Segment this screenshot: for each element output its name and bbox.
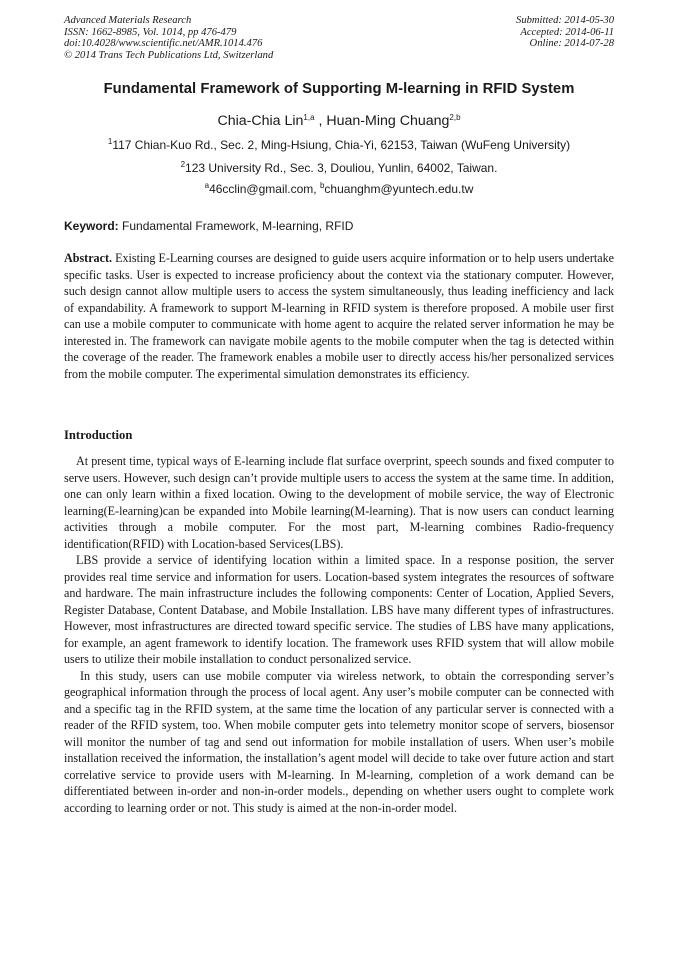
author-1-affiliation-mark: 1,a xyxy=(303,113,315,122)
paper-title: Fundamental Framework of Supporting M-learning in RFID System xyxy=(103,81,575,97)
online-date: Online: 2014-07-28 xyxy=(529,38,614,50)
copyright-line: © 2014 Trans Tech Publications Ltd, Switzerland xyxy=(64,49,274,61)
affiliation-1-mark: 1 xyxy=(107,137,113,146)
author-2-affiliation-mark: 2,b xyxy=(449,113,461,122)
author-line xyxy=(60,113,618,129)
issn-line: ISSN: 1662-8985, Vol. 1014, pp 476-479 xyxy=(64,26,237,38)
affiliation-1 xyxy=(40,138,638,152)
publication-dates xyxy=(516,15,614,50)
intro-paragraph-2: LBS provide a service of identifying location within a limited space. In a response position, the server provides real time service and information for users. Location-based system integrates the resources of software and hardware. The main infrastructure includes the following components: Center of Location, Applied Severs, Register Database, Content Database, and Mobile Installation. LBS have many different types of infrastructures. However, most infrastructures are directed toward specific service. The studies of LBS have many applications, for example, an agent framework to identify location. The framework uses RFID system that will allow mobile users to utilize their mobile installation to conduct personalized service. xyxy=(64,553,614,666)
author-separator: , xyxy=(314,113,327,129)
abstract-label: Abstract. xyxy=(64,251,113,265)
accepted-date: Accepted: 2014-06-11 xyxy=(520,26,614,38)
doi-line: doi:10.4028/www.scientific.net/AMR.1014.476 xyxy=(64,38,263,50)
keyword-list: Fundamental Framework, M-learning, RFID xyxy=(118,219,354,233)
abstract xyxy=(64,250,614,382)
email-2: chuanghm@yuntech.edu.tw xyxy=(324,182,474,196)
email-1-mark: a xyxy=(204,181,210,190)
submitted-date: Submitted: 2014-05-30 xyxy=(516,15,614,26)
email-1: 46cclin@gmail.com, xyxy=(209,182,320,196)
affiliation-2-text: 123 University Rd., Sec. 3, Douliou, Yunlin, 64002, Taiwan. xyxy=(185,161,498,175)
author-emails xyxy=(40,182,638,196)
keyword-label: Keyword: xyxy=(64,219,119,233)
affiliation-2 xyxy=(40,161,638,175)
intro-paragraph-3: In this study, users can use mobile computer via wireless network, to obtain the corresponding server’s geographical information through the process of local agent. Any user’s mobile computer can be connected with and a specific tag in the RFID system, at the same time the location of any particular server is connected with a reader of the RFID system, too. When mobile computer gets into telemetry monitor scope of servers, biosensor will monitor the number of tag and send out information for mobile installation of users. When user’s mobile installation received the information, the installation’s agent model will decide to take over future action and start correlative service to provide users with M-learning. In M-learning, completion of a work demand can be differentiated between in-order and non-in-order models., depending on whether users ought to complete work according to learning order or not. This study is aimed at the non-in-order model. xyxy=(64,668,614,815)
intro-paragraph-1: At present time, typical ways of E-learning include flat surface overprint, speech sounds and fixed computer to serve users. However, such design can’t provide multiple users to access the system at the same time. In addition, one can only learn within a fixed location. Owing to the development of mobile service, the way of Electronic learning(E-learning)can be expanded into Mobile learning(M-learning). That is now users can conduct learning activities through a mobile computer. For the most part, M-learning combines Radio-frequency identification(RFID) with Location-based Services(LBS). xyxy=(64,454,614,551)
author-1: Chia-Chia Lin xyxy=(217,113,304,129)
keywords xyxy=(64,219,353,233)
author-2: Huan-Ming Chuang xyxy=(326,113,450,129)
section-heading-introduction: Introduction xyxy=(64,428,133,442)
journal-info xyxy=(64,15,273,61)
introduction-section xyxy=(64,453,614,816)
affiliation-1-text: 117 Chian-Kuo Rd., Sec. 2, Ming-Hsiung, Chia-Yi, 62153, Taiwan (WuFeng University) xyxy=(112,138,571,152)
affiliation-2-mark: 2 xyxy=(180,160,186,169)
journal-name: Advanced Materials Research xyxy=(64,15,192,26)
abstract-text: Existing E-Learning courses are designed to guide users acquire information or to help users undertake specific tasks. User is expected to increase proficiency about the context via the stationary computer. However, such design cannot allow multiple users to access the system simultaneously, thus leading inefficiency and lack of expandability. A framework to support M-learning in RFID system is therefore proposed. A mobile user first can use a mobile computer to communicate with home agent to acquire the related server information he may be interested in. The framework can navigate mobile agents to the mobile computer when the tag is detected within the coverage of the reader. The framework enables a mobile user to directly access his/her personalized services from the mobile computer. The experimental simulation demonstrates its efficiency. xyxy=(64,251,614,381)
email-2-mark: b xyxy=(319,181,325,190)
